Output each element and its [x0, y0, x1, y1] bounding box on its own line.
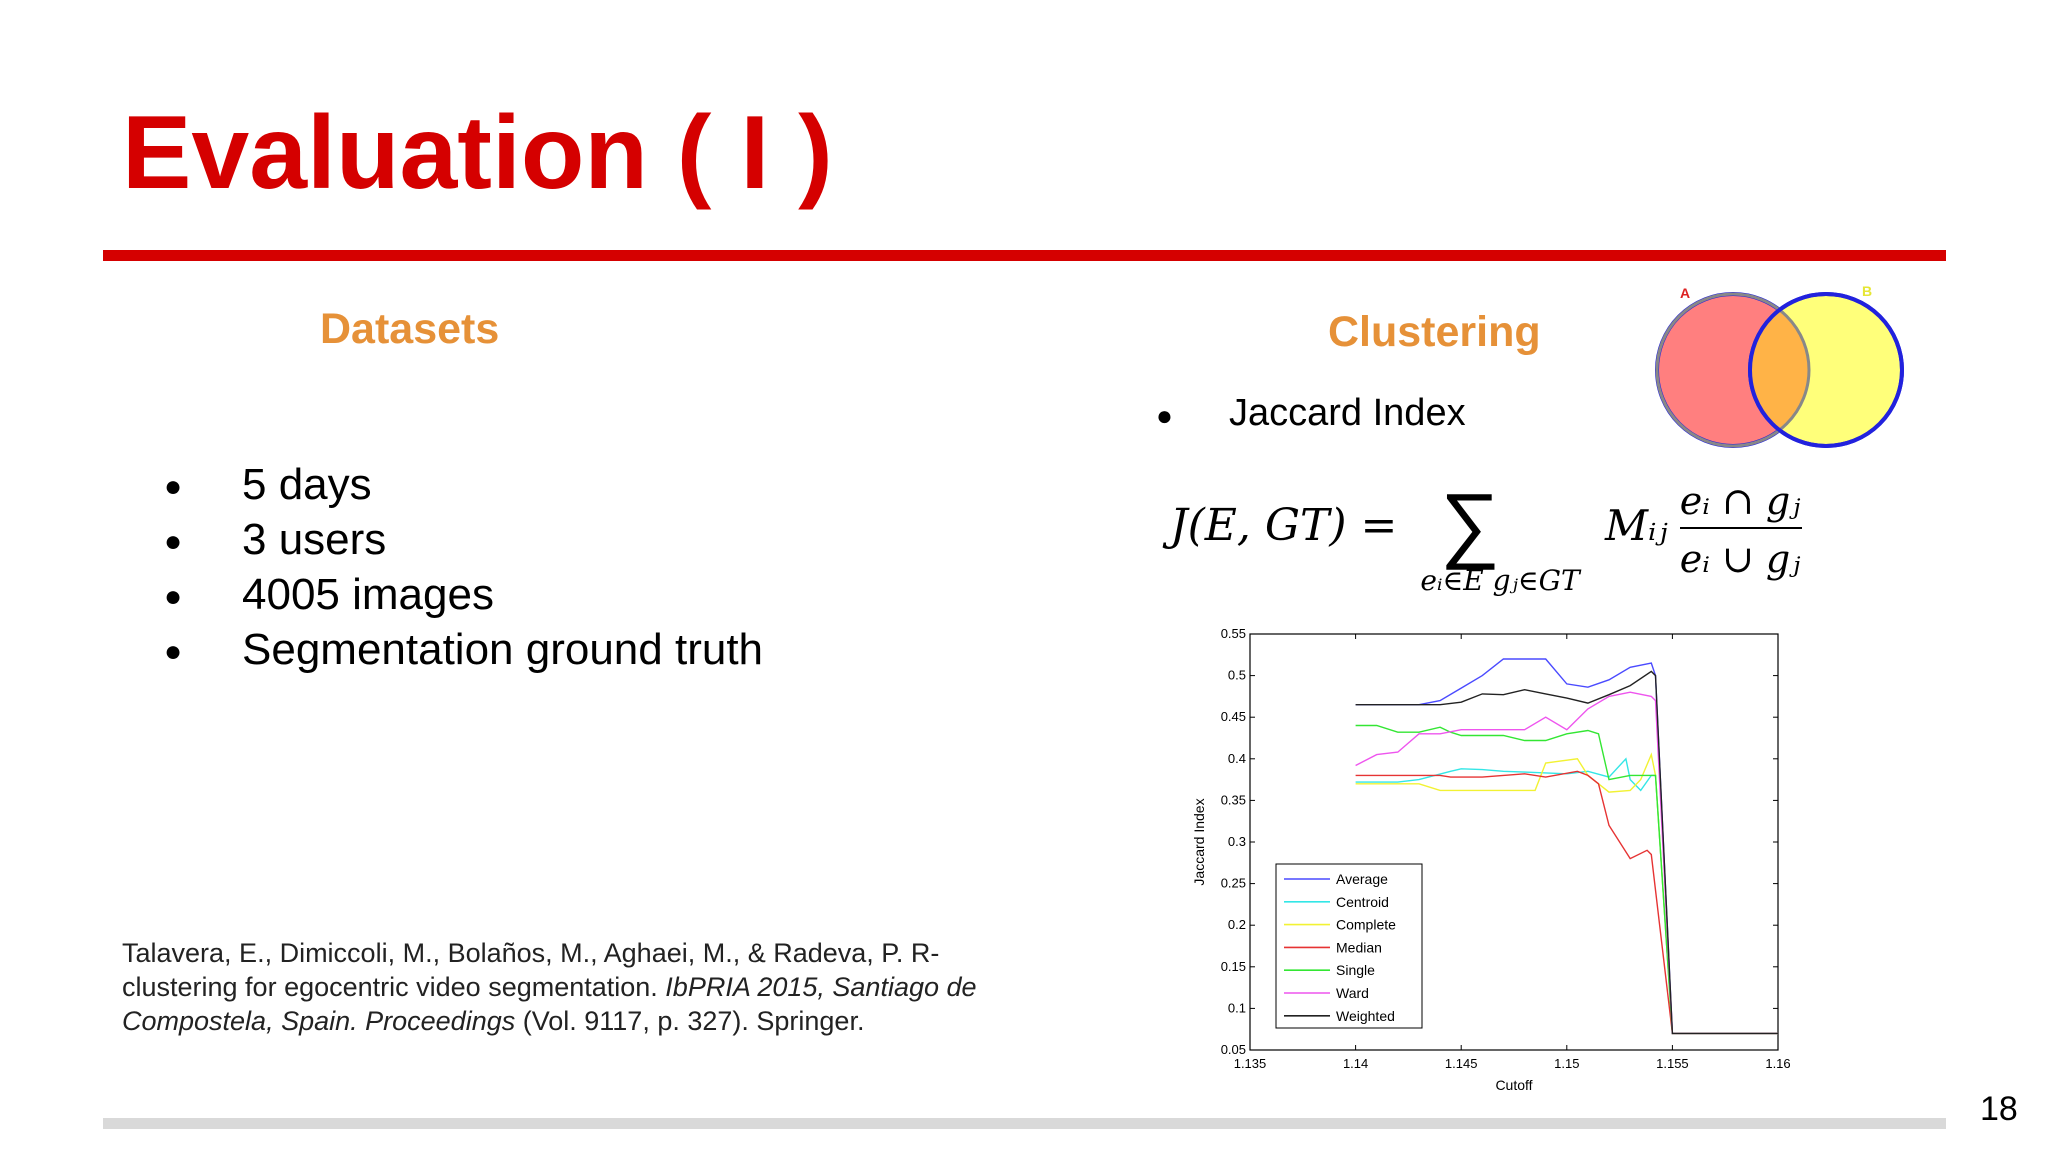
- legend-label: Single: [1336, 962, 1375, 979]
- sum-subscript: eᵢ∈E gⱼ∈GT: [1420, 564, 1580, 597]
- footer-rule: [103, 1118, 1946, 1129]
- legend-label: Weighted: [1336, 1007, 1395, 1024]
- y-tick-label: 0.25: [1220, 875, 1246, 891]
- y-tick-label: 0.5: [1227, 667, 1246, 683]
- jaccard-bullet-text: Jaccard Index: [1229, 392, 1466, 434]
- jaccard-formula: [1160, 470, 1820, 610]
- x-axis-label: Cutoff: [1495, 1077, 1533, 1093]
- list-item-text: 4005 images: [242, 570, 494, 619]
- bullet-icon: ●: [164, 635, 183, 668]
- list-item-text: 3 users: [242, 515, 387, 564]
- list-item-text: 5 days: [242, 460, 372, 509]
- formula-lhs: J(E, GT) =: [1170, 500, 1398, 551]
- x-tick-label: 1.14: [1342, 1056, 1369, 1071]
- y-tick-label: 0.45: [1220, 709, 1246, 725]
- y-tick-label: 0.4: [1227, 750, 1246, 766]
- legend-label: Centroid: [1336, 893, 1389, 910]
- clustering-heading: Clustering: [1328, 308, 1541, 356]
- bullet-icon: ●: [164, 580, 183, 613]
- y-tick-label: 0.35: [1220, 792, 1246, 808]
- formula-denominator: eᵢ ∪ gⱼ: [1679, 537, 1801, 581]
- x-tick-label: 1.135: [1233, 1056, 1267, 1071]
- legend-label: Ward: [1336, 985, 1369, 1001]
- sum-symbol: ∑: [1440, 476, 1500, 570]
- legend-label: Average: [1336, 871, 1388, 887]
- x-tick-label: 1.145: [1444, 1056, 1478, 1071]
- citation-authors: Talavera, E., Dimiccoli, M., Bolaños, M., Aghaei, M., & Radeva, P. R-clustering for egocentric video segmentation.: [122, 938, 940, 1002]
- bullet-icon: ●: [164, 470, 183, 503]
- legend-label: Complete: [1336, 916, 1396, 933]
- y-axis-label: Jaccard Index: [1191, 798, 1207, 886]
- venn-label-b: B: [1862, 283, 1873, 299]
- title-underline: [103, 250, 1946, 261]
- jaccard-chart: [1180, 620, 1820, 1100]
- reference-citation: [122, 936, 1052, 1038]
- bullet-icon: ●: [164, 525, 183, 558]
- citation-venue: IbPRIA 2015, Santiago de Compostela, Spain. Proceedings: [122, 972, 977, 1036]
- x-tick-label: 1.16: [1765, 1056, 1791, 1071]
- datasets-heading: Datasets: [320, 305, 500, 353]
- list-item-text: Segmentation ground truth: [242, 625, 764, 674]
- page-number: 18: [1980, 1090, 2018, 1128]
- slide-title: Evaluation ( I ): [122, 95, 833, 211]
- y-tick-label: 0.55: [1220, 626, 1246, 641]
- y-tick-label: 0.1: [1227, 1000, 1246, 1016]
- y-tick-label: 0.2: [1227, 917, 1246, 933]
- chart-legend: [1276, 864, 1422, 1028]
- venn-label-a: A: [1680, 285, 1691, 301]
- formula-weight: Mᵢⱼ: [1605, 501, 1668, 550]
- formula-numerator: eᵢ ∩ gⱼ: [1679, 479, 1801, 523]
- venn-diagram: [1648, 280, 1908, 460]
- bullet-icon: ●: [1156, 400, 1173, 431]
- y-tick-label: 0.05: [1220, 1042, 1246, 1057]
- x-tick-label: 1.155: [1656, 1056, 1689, 1071]
- legend-label: Median: [1336, 939, 1382, 956]
- y-tick-label: 0.3: [1227, 834, 1246, 849]
- x-tick-label: 1.15: [1554, 1056, 1580, 1071]
- citation-volume: (Vol. 9117, p. 327). Springer.: [515, 1006, 865, 1036]
- y-tick-label: 0.15: [1220, 958, 1246, 974]
